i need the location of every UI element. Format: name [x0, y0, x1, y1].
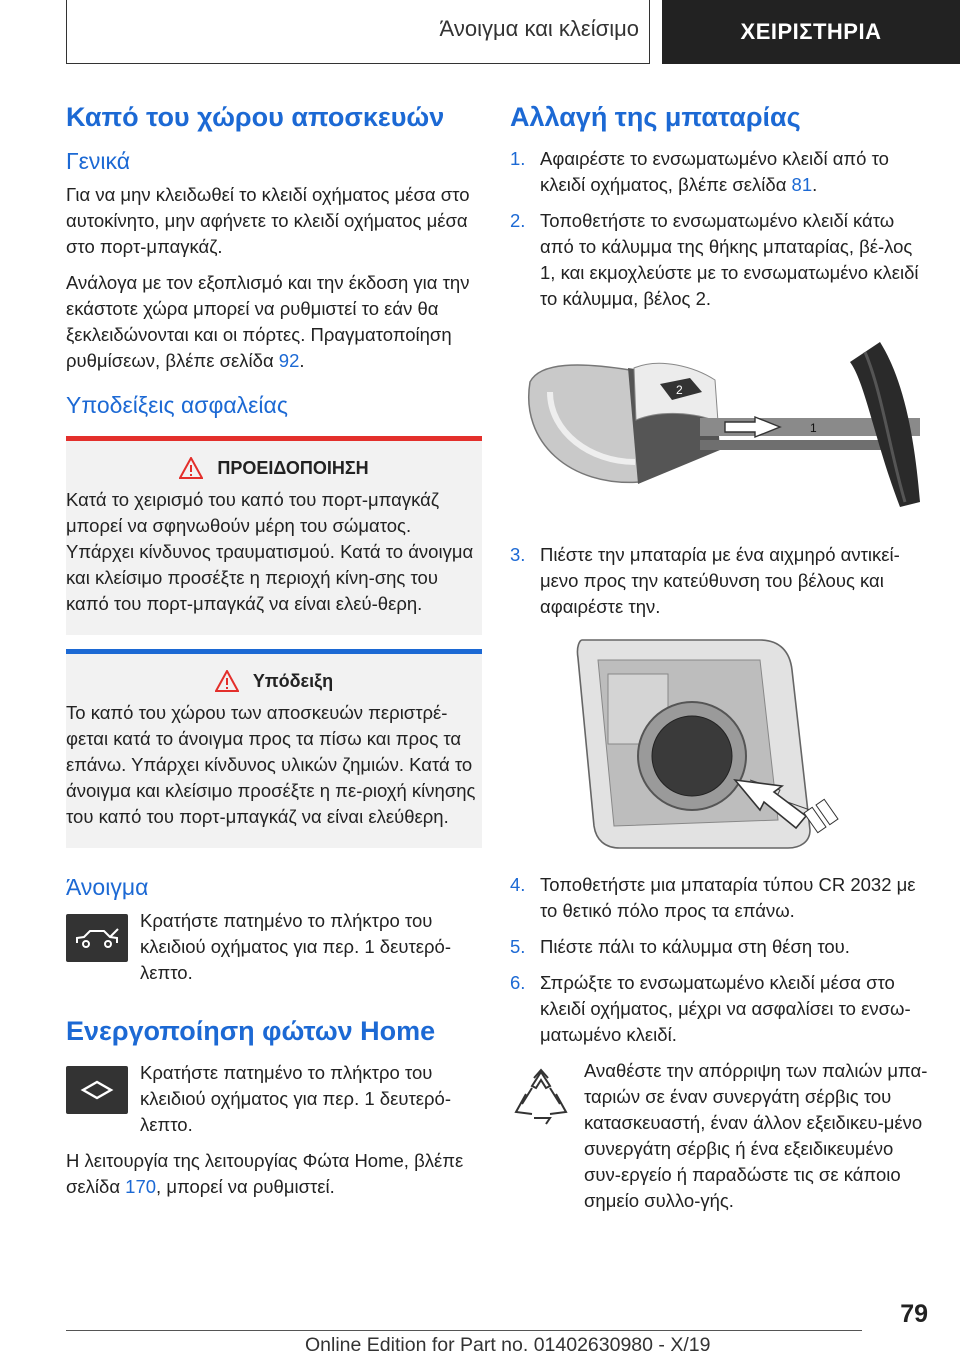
battery-title: Αλλαγή της μπαταρίας — [510, 102, 801, 132]
list-item: 5. Πιέστε πάλι το κάλυμμα στη θέση του. — [510, 936, 850, 957]
open-heading: Άνοιγμα — [66, 874, 149, 900]
car-trunk-open-icon — [66, 914, 128, 962]
battery-steps — [510, 146, 930, 312]
key-illustration-2 — [510, 630, 930, 852]
section-title: Άνοιγμα και κλείσιμο — [439, 16, 639, 41]
footer-divider — [66, 1330, 862, 1331]
recycle-text: Αναθέστε την απόρριψη των παλιών μπα-ταριών σε έναν συνεργάτη σέρβις του κατασκευαστή, έναν άλλον εξειδικευ-μένο συνεργάτη σέρβις ή ένα εξειδικευμένο συν-εργείο ή παραδώστε τις σε κάποιο σημείο συλλο-γής. — [584, 1060, 928, 1211]
notice-title-row — [66, 670, 482, 692]
warning-triangle-icon — [179, 457, 203, 479]
left-column — [66, 100, 482, 1210]
key-figure-1 — [510, 322, 930, 522]
open-instruction — [66, 908, 482, 986]
trunk-title: Καπό του χώρου αποσκευών — [66, 102, 445, 132]
warning-triangle-icon — [215, 670, 239, 692]
list-item: 3. Πιέστε την μπαταρία με ένα αιχμηρό αντικεί-μενο προς την κατεύθυνση του βέλους και αφαιρέστε την. — [510, 544, 900, 617]
notice-box — [66, 649, 482, 848]
home-paragraph-2: Η λειτουργία της λειτουργίας Φώτα Home, βλέπε σελίδα 170, μπορεί να ρυθμιστεί. — [66, 1150, 464, 1197]
warning-box — [66, 436, 482, 635]
home-light-icon — [66, 1066, 128, 1114]
battery-steps-final — [510, 872, 930, 1048]
safety-heading: Υποδείξεις ασφαλείας — [66, 392, 288, 418]
general-heading: Γενικά — [66, 148, 131, 174]
right-column — [510, 100, 930, 1214]
page-header — [0, 0, 960, 66]
footer-edition: Online Edition for Part no. 01402630980 - X/19 — [305, 1334, 711, 1356]
list-item: 6. Σπρώξτε το ενσωματωμένο κλειδί μέσα στο κλειδί οχήματος, μέχρι να ασφαλίσει το ενσω-ματωμένο κλειδί. — [510, 972, 911, 1045]
page-ref-link[interactable]: 92 — [278, 350, 300, 371]
chapter-title: ΧΕΙΡΙΣΤΗΡΙΑ — [662, 0, 960, 64]
open-text: Κρατήστε πατημένο το πλήκτρο του κλειδιού οχήματος για περ. 1 δευτερό-λεπτο. — [140, 910, 451, 983]
figure-label-1: 1 — [810, 421, 817, 435]
page-number: 79 — [900, 1300, 928, 1328]
page-ref-link[interactable]: 81 — [791, 174, 813, 195]
recycle-note — [510, 1058, 930, 1214]
home-text: Κρατήστε πατημένο το πλήκτρο του κλειδιού οχήματος για περ. 1 δευτερό-λεπτο. — [140, 1062, 451, 1135]
list-item: 1. Αφαιρέστε το ενσωματωμένο κλειδί από το κλειδί οχήματος, βλέπε σελίδα 81. — [510, 148, 889, 195]
list-item: 4. Τοποθετήστε μια μπαταρία τύπου CR 2032 με το θετικό πόλο προς τα επάνω. — [510, 874, 916, 921]
key-figure-2 — [510, 630, 930, 852]
section-header-box — [66, 0, 650, 64]
figure-label-2: 2 — [676, 383, 683, 397]
notice-title: Υπόδειξη — [252, 670, 334, 691]
page-ref-link[interactable]: 170 — [125, 1176, 157, 1197]
warning-text: Κατά το χειρισμό του καπό του πορτ-μπαγκάζ μπορεί να σφηνωθούν μέρη του σώματος. Υπάρχει κίνδυνος τραυματισμού. Κατά το άνοιγμα και κλείσιμο προσέξτε η περιοχή κίνη-σης του καπό του πορτ-μπαγκάζ να είναι ελεύ-θερη. — [66, 489, 474, 614]
home-instruction — [66, 1060, 482, 1138]
list-item: 2. Τοποθετήστε το ενσωματωμένο κλειδί κάτω από το κάλυμμα της θήκης μπαταρίας, βέ-λος 1, και εκμοχλεύστε με το ενσωματωμένο κλειδί το κάλυμμα, βέλος 2. — [510, 210, 919, 309]
general-paragraph-2: Ανάλογα με τον εξοπλισμό και την έκδοση για την εκάστοτε χώρα μπορεί να ρυθμιστεί το εάν θα ξεκλειδώνονται και οι πόρτες. Πραγματοποίηση ρυθμίσεων, βλέπε σελίδα 92. — [66, 272, 470, 371]
key-illustration-1 — [510, 322, 930, 522]
notice-text: Το καπό του χώρου των αποσκευών περιστρέ-φεται κατά το άνοιγμα προς τα πίσω και προς τα επάνω. Υπάρχει κίνδυνος υλικών ζημιών. Κατά το άνοιγμα και κλείσιμο προσέξτε η πε-ριοχή κίνησης του καπό του πορτ-μπαγκάζ να είναι ελεύθερη. — [66, 702, 476, 827]
recycle-icon — [510, 1066, 572, 1128]
home-heading: Ενεργοποίηση φώτων Home — [66, 1016, 436, 1046]
general-paragraph-1: Για να μην κλειδωθεί το κλειδί οχήματος μέσα στο αυτοκίνητο, μην αφήνετε το κλειδί οχήματος μέσα στο πορτ-μπαγκάζ. — [66, 184, 470, 257]
battery-steps-cont — [510, 542, 930, 620]
warning-title-row — [66, 457, 482, 479]
warning-title: ΠΡΟΕΙΔΟΠΟΙΗΣΗ — [217, 457, 369, 478]
